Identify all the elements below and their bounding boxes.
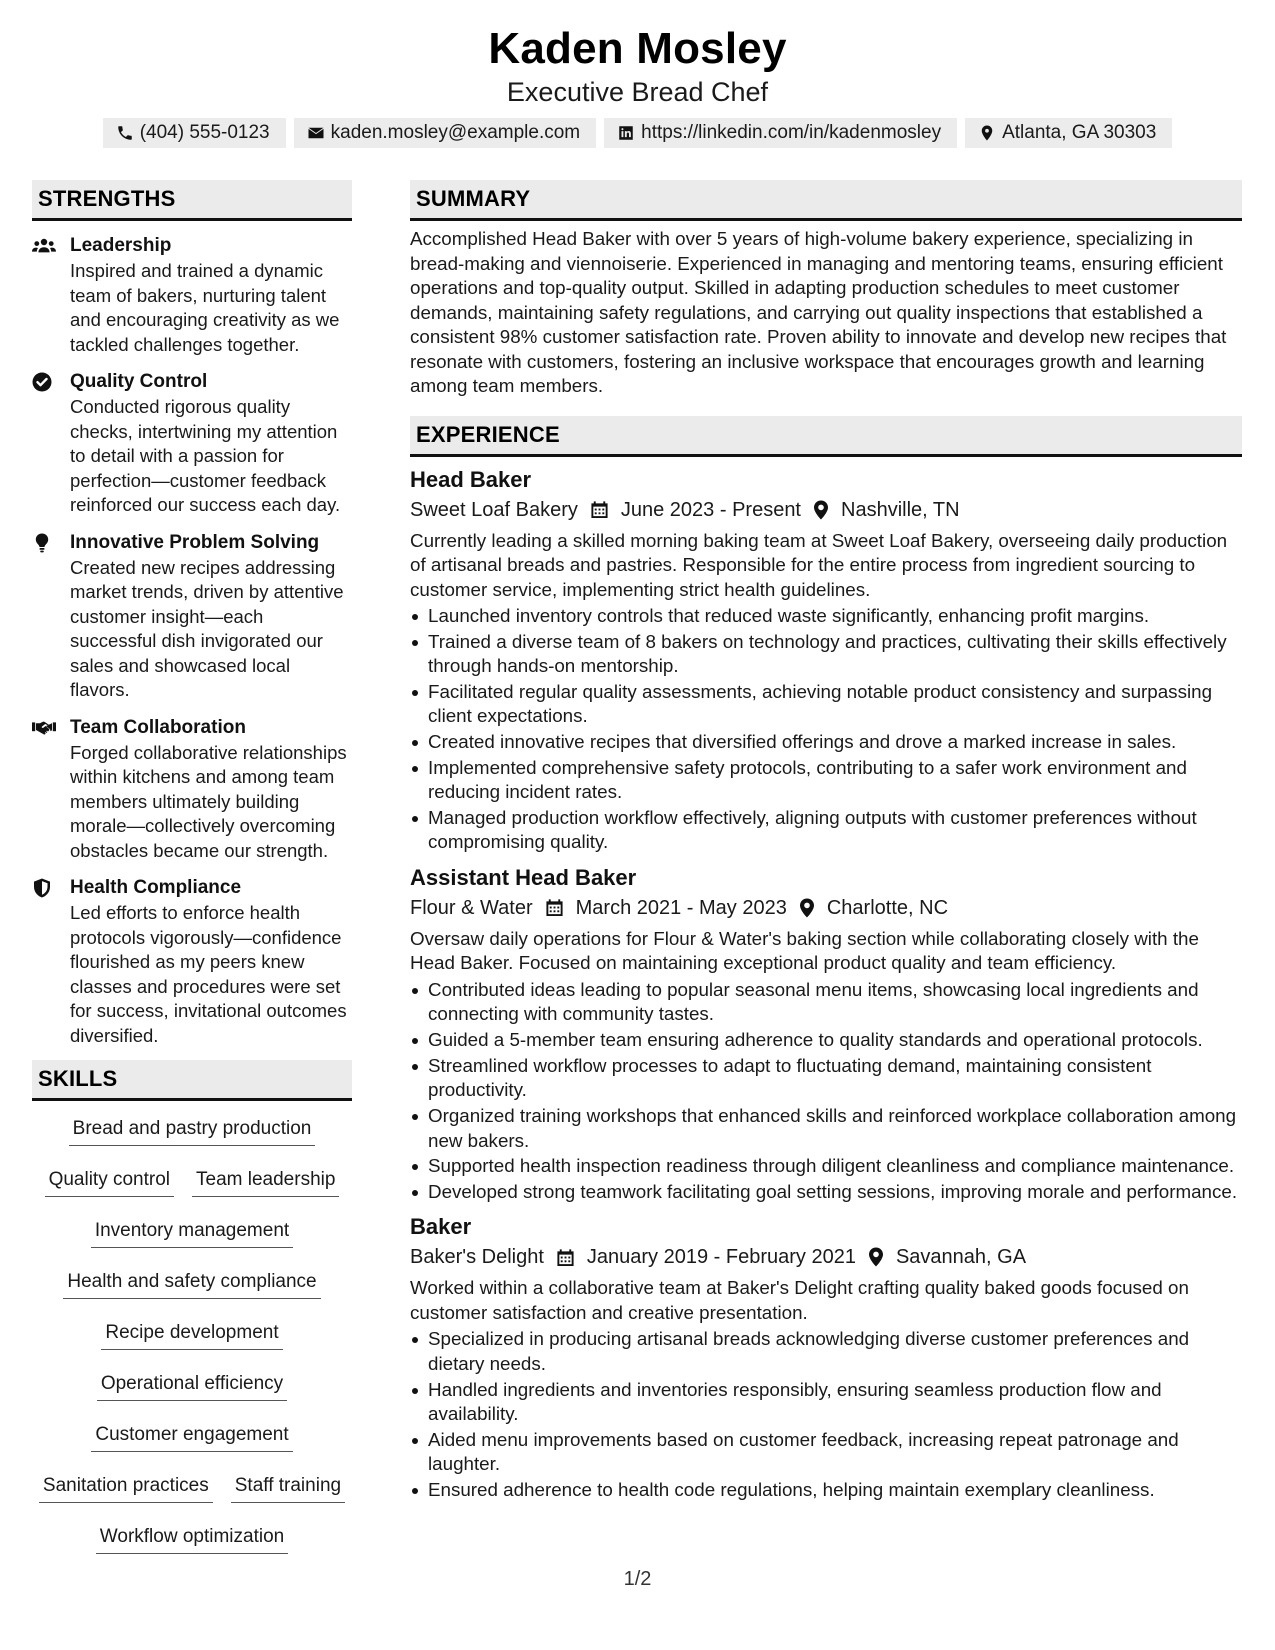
skill-tag: Team leadership [192,1168,339,1197]
job-entry [410,465,1242,855]
skills-heading-text: SKILLS [38,1066,118,1091]
strength-description: Led efforts to enforce health protocols vigorously—confidence flourished as my peers knew classes and procedures were set for success, invitational outcomes diversified. [70,902,347,1046]
contact-phone-text: (404) 555-0123 [139,122,270,143]
skill-tag: Recipe development [101,1321,282,1350]
strength-title: Innovative Problem Solving [70,531,320,553]
strength-title: Team Collaboration [70,716,246,738]
experience-heading [410,416,1242,457]
calendar-icon [556,1248,575,1267]
linkedin-icon [616,123,636,143]
strength-item [32,530,352,703]
skill-tag: Quality control [45,1168,174,1197]
strength-item [32,715,352,864]
job-entry [410,1212,1242,1502]
map-pin-icon [799,898,815,918]
skill-tag: Health and safety compliance [63,1270,320,1299]
bullet-item: Supported health inspection readiness through diligent cleanliness and compliance maintenance. [410,1154,1242,1179]
skills-section [32,1060,352,1554]
calendar-icon [590,500,609,519]
job-location: Savannah, GA [895,1246,1027,1269]
strengths-list [32,233,352,1048]
strength-item [32,233,352,357]
bullet-item: Guided a 5-member team ensuring adherence to quality standards and operational protocols. [410,1028,1242,1053]
strengths-heading [32,180,352,221]
summary-heading-text: SUMMARY [416,186,531,211]
bullet-item: Specialized in producing artisanal breads acknowledging diverse customer preferences and dietary needs. [410,1327,1242,1376]
resume-header [0,22,1275,148]
shield-icon [32,875,70,1048]
skill-tag: Staff training [231,1474,345,1503]
bullet-item: Streamlined workflow processes to adapt to fluctuating demand, maintaining consistent productivity. [410,1054,1242,1103]
bullet-item: Organized training workshops that enhanced skills and reinforced workplace collaboration among new bakers. [410,1104,1242,1153]
experience-heading-text: EXPERIENCE [416,421,560,447]
candidate-name: Kaden Mosley [488,24,787,73]
job-bullets [410,1327,1242,1502]
summary-text: Accomplished Head Baker with over 5 years of high-volume bakery experience, specializing in bread-making and viennoiserie. Experienced in managing and mentoring teams, ensuring efficient operations and top-quality output. Skilled in adapting production schedules to meet customer demands, maintaining safety regulations, and carrying out quality inspections that established a consistent 98% customer satisfaction rate. Proven ability to innovate and develop new recipes that resonate with customers, fostering an inclusive workspace that encourages growth and learning among team members. [410,228,1227,396]
job-location: Charlotte, NC [826,896,949,919]
job-location: Nashville, TN [841,498,960,521]
strength-title: Health Compliance [70,877,242,898]
bullet-item: Handled ingredients and inventories responsibly, ensuring seamless production flow and availability. [410,1378,1242,1427]
contact-email[interactable] [294,118,597,148]
bullet-item: Facilitated regular quality assessments, achieving notable product consistency and surpassing client expectations. [410,680,1242,729]
strength-item [32,875,352,1048]
strength-description: Conducted rigorous quality checks, intertwining my attention to detail with a passion for perfection—customer feedback reinforced our success each day. [70,396,341,515]
job-role: Head Baker [410,466,532,492]
left-column [32,180,352,1554]
envelope-icon [306,123,326,143]
job-bullets [410,978,1242,1204]
bullet-item: Aided menu improvements based on customer feedback, increasing repeat patronage and laughter. [410,1428,1242,1477]
job-meta [410,894,1242,922]
bullet-item: Managed production workflow effectively, aligning outputs with customer preferences without compromising quality. [410,806,1242,855]
bullet-item: Implemented comprehensive safety protocols, contributing to a safer work environment and reducing incident rates. [410,756,1242,805]
job-dates: March 2021 - May 2023 [575,896,787,919]
contact-linkedin-text: https://linkedin.com/in/kadenmosley [641,122,942,143]
phone-icon [115,123,135,143]
skill-tag: Workflow optimization [96,1525,288,1554]
skills-list [32,1101,352,1554]
right-column [410,180,1242,1504]
job-company: Baker's Delight [410,1246,544,1269]
skill-tag: Operational efficiency [97,1372,287,1401]
strengths-heading-text: STRENGTHS [38,186,176,211]
check-circle-icon [32,369,70,518]
strength-description: Forged collaborative relationships within kitchens and among team members ultimately building morale—collectively overcoming obstacles became our strength. [70,741,347,861]
contact-phone[interactable] [103,118,286,148]
job-description: Worked within a collaborative team at Baker's Delight crafting quality baked goods focused on customer satisfaction and creative presentation. [410,1277,1189,1323]
contact-linkedin[interactable] [604,118,957,148]
job-description: Oversaw daily operations for Flour & Water's baking section while collaborating closely with the Head Baker. Focused on maintaining exceptional product quality and team efficiency. [410,927,1199,974]
bullet-item: Contributed ideas leading to popular seasonal menu items, showcasing local ingredients and connecting with community tastes. [410,978,1242,1027]
contact-location [965,118,1172,148]
bullet-item: Ensured adherence to health code regulations, helping maintain exemplary cleanliness. [410,1478,1242,1503]
page-number: 1/2 [623,1568,652,1590]
skill-tag: Customer engagement [91,1423,292,1452]
job-company: Flour & Water [410,896,533,919]
job-dates: January 2019 - February 2021 [586,1246,856,1269]
job-entry [410,863,1242,1204]
contact-location-text: Atlanta, GA 30303 [1002,122,1157,143]
job-meta [410,496,1242,524]
lightbulb-icon [32,530,70,703]
map-pin-icon [977,123,997,143]
map-pin-icon [868,1247,884,1267]
job-meta [410,1243,1242,1271]
experience-section [410,416,1242,1503]
contact-email-text: kaden.mosley@example.com [330,122,581,143]
skill-tag: Inventory management [91,1219,293,1248]
calendar-icon [545,898,564,917]
strength-description: Created new recipes addressing market trends, driven by attentive customer insight—each successful dish invigorated our sales and showcased local flavors. [70,556,344,700]
bullet-item: Launched inventory controls that reduced waste significantly, enhancing profit margins. [410,604,1242,629]
job-role: Assistant Head Baker [410,864,637,890]
contact-row [0,118,1275,148]
strength-title: Quality Control [70,371,208,392]
bullet-item: Created innovative recipes that diversified offerings and drove a marked increase in sales. [410,730,1242,755]
skill-tag: Sanitation practices [39,1474,213,1503]
bullet-item: Developed strong teamwork facilitating goal setting sessions, improving morale and performance. [410,1180,1242,1205]
summary-heading [410,180,1242,221]
job-company: Sweet Loaf Bakery [410,498,578,521]
skills-heading [32,1060,352,1101]
strength-title: Leadership [70,235,172,256]
job-description: Currently leading a skilled morning baking team at Sweet Loaf Bakery, overseeing daily production of artisanal breads and pastries. Responsible for the entire process from ingredient sourcing to customer service, implementing strict health guidelines. [410,529,1228,600]
candidate-title: Executive Bread Chef [506,77,769,107]
job-role: Baker [410,1214,472,1240]
users-icon [32,233,70,357]
map-pin-icon [813,500,829,520]
handshake-icon [32,715,70,864]
job-bullets [410,604,1242,855]
skill-tag: Bread and pastry production [69,1117,316,1146]
job-dates: June 2023 - Present [620,498,801,521]
strength-item [32,369,352,518]
strength-description: Inspired and trained a dynamic team of bakers, nurturing talent and encouraging creativity as we tackled challenges together. [70,260,340,355]
bullet-item: Trained a diverse team of 8 bakers on technology and practices, cultivating their skills effectively through hands-on mentorship. [410,630,1242,679]
